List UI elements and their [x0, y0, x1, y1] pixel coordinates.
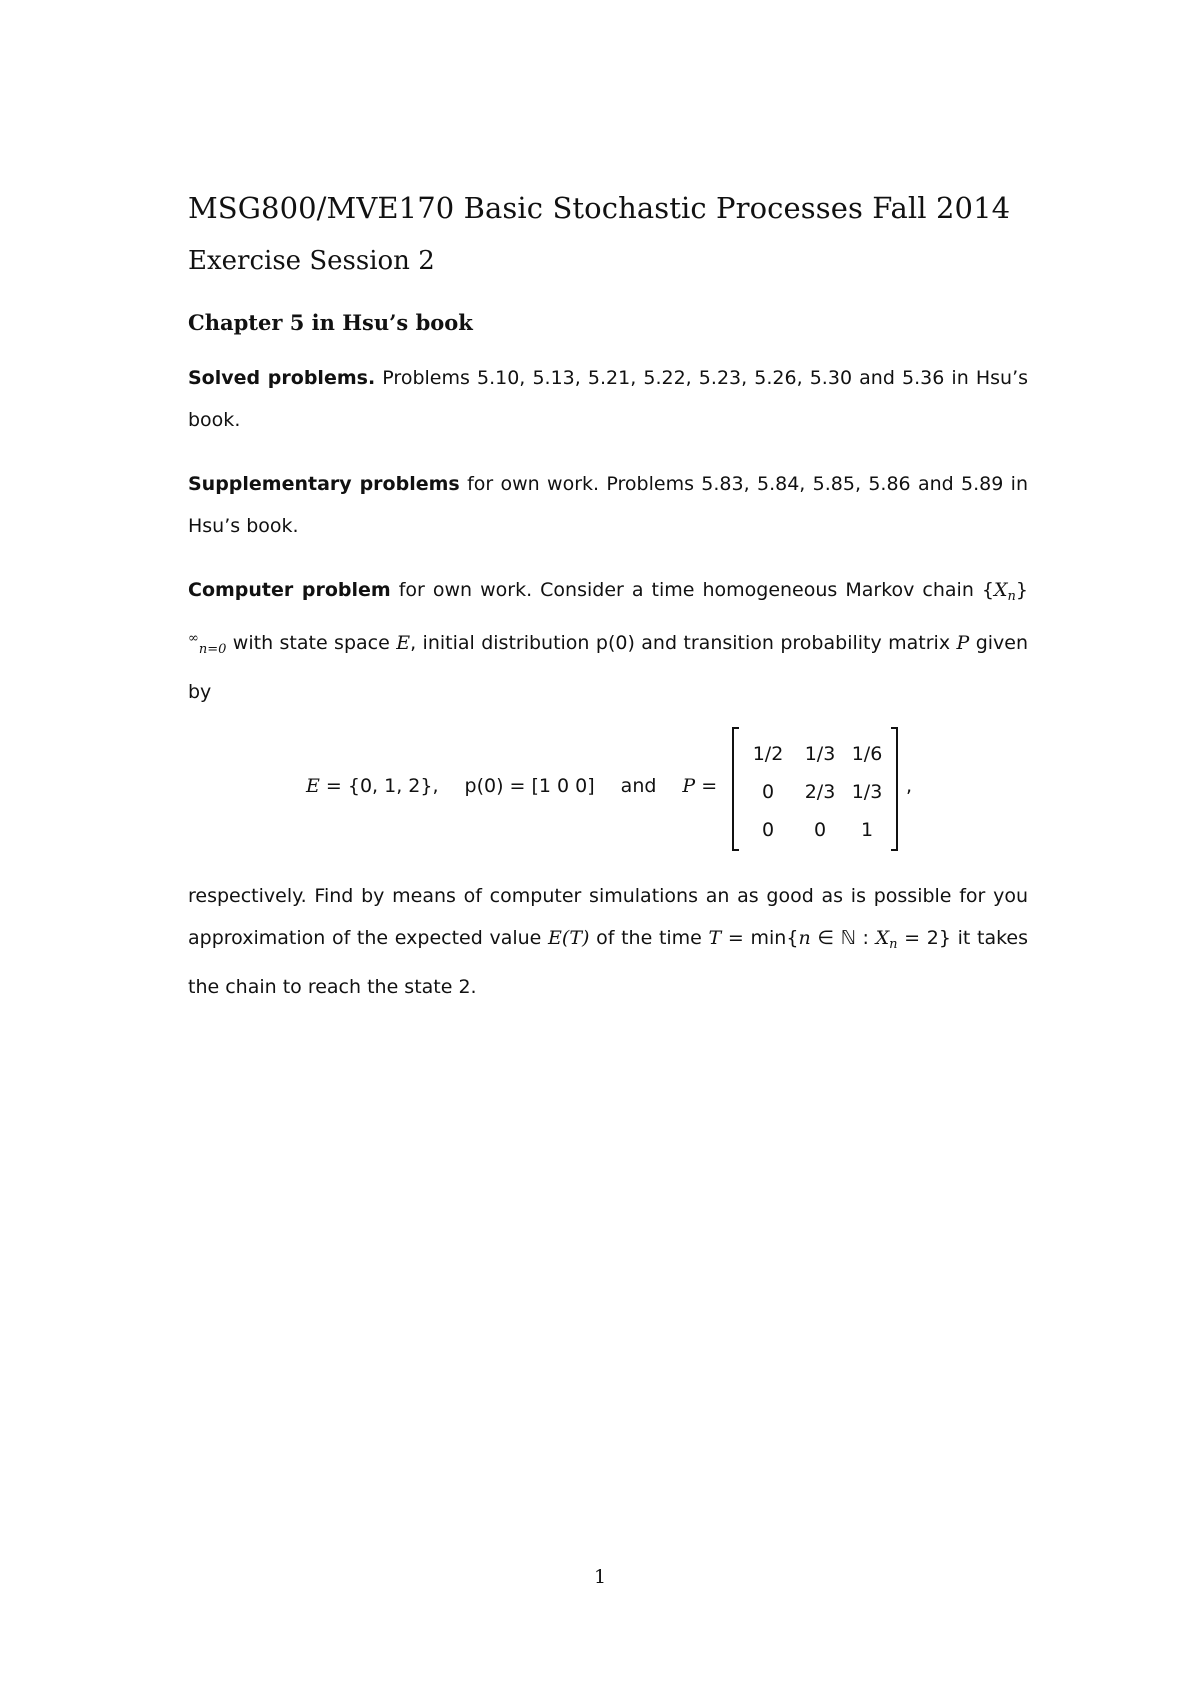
continuation-text-2: of the time — [589, 927, 709, 949]
matrix-entries — [742, 735, 888, 849]
markov-chain-brace: } — [1015, 579, 1028, 601]
expected-value-arg: (T) — [561, 927, 590, 949]
matrix-right-bracket — [891, 727, 898, 851]
matrix-cell: 2/3 — [804, 781, 836, 803]
matrix-cell: 1/6 — [851, 743, 883, 765]
matrix-cell: 0 — [813, 819, 827, 841]
solved-problems-paragraph — [188, 357, 1028, 441]
computer-problem-paragraph — [188, 569, 1028, 713]
matrix-cell: 0 — [761, 819, 775, 841]
xn-variable: X — [875, 927, 890, 949]
supplementary-problems-text: for own work. Problems 5.83, 5.84, 5.85, 5.86 and 5.89 in Hsu’s book. — [188, 473, 1028, 537]
matrix-left-bracket — [732, 727, 739, 851]
markov-chain-sup: ∞ — [188, 631, 199, 646]
markov-chain-variable: X — [993, 579, 1008, 601]
display-equation-left — [306, 775, 717, 797]
computer-problem-text-2: with state space — [226, 632, 397, 654]
continuation-text-5: = 2} it takes the chain to reach the state 2. — [188, 927, 1029, 998]
matrix-def-symbol: P — [682, 775, 696, 797]
page-number: 1 — [593, 1566, 607, 1588]
continuation-text-4: ∈ ℕ : — [810, 927, 876, 949]
state-space-def: = {0, 1, 2}, — [319, 775, 439, 797]
solved-problems-text: Problems 5.10, 5.13, 5.21, 5.22, 5.23, 5.26, 5.30 and 5.36 in Hsu’s book. — [188, 367, 1029, 431]
document-page — [188, 180, 1028, 1008]
computer-problem-text-4: given by — [188, 632, 1029, 703]
n-variable: n — [798, 927, 811, 949]
display-and: and — [620, 775, 657, 797]
display-trailing-comma: , — [906, 775, 913, 797]
transition-matrix-symbol: P — [956, 632, 970, 654]
matrix-cell: 1/3 — [851, 781, 883, 803]
matrix-cell: 1 — [860, 819, 874, 841]
expected-value-symbol: E — [548, 927, 562, 949]
matrix-cell: 1/2 — [752, 743, 784, 765]
document-title: MSG800/MVE170 Basic Stochastic Processes Fall 2014 — [188, 191, 1011, 225]
markov-chain-sub: n=0 — [198, 642, 227, 657]
matrix-def-eq: = — [695, 775, 718, 797]
chapter-heading: Chapter 5 in Hsu’s book — [188, 310, 473, 335]
matrix-cell: 1/3 — [804, 743, 836, 765]
supplementary-problems-label: Supplementary problems — [188, 473, 460, 495]
solved-problems-label: Solved problems. — [188, 367, 376, 389]
computer-problem-text-1: for own work. Consider a time homogeneous Markov chain { — [398, 579, 994, 601]
computer-problem-text-3: , initial distribution p(0) and transition probability matrix — [410, 632, 957, 654]
continuation-text-3: = min{ — [721, 927, 799, 949]
display-equation — [188, 727, 1028, 857]
matrix-cell: 0 — [761, 781, 775, 803]
state-space-def-symbol: E — [306, 775, 320, 797]
xn-index: n — [889, 937, 898, 952]
computer-problem-label: Computer problem — [188, 579, 391, 601]
transition-matrix — [732, 727, 898, 851]
time-symbol: T — [708, 927, 722, 949]
supplementary-problems-paragraph — [188, 463, 1028, 547]
initial-distribution-def: p(0) = [1 0 0] — [464, 775, 595, 797]
document-subtitle: Exercise Session 2 — [188, 246, 435, 276]
continuation-text-1: respectively. Find by means of computer simulations an as good as is possible for you approximation of the expected value — [188, 885, 1028, 949]
computer-problem-continuation — [188, 875, 1028, 1008]
markov-chain-index: n — [1007, 589, 1016, 604]
state-space-symbol: E — [396, 632, 411, 654]
